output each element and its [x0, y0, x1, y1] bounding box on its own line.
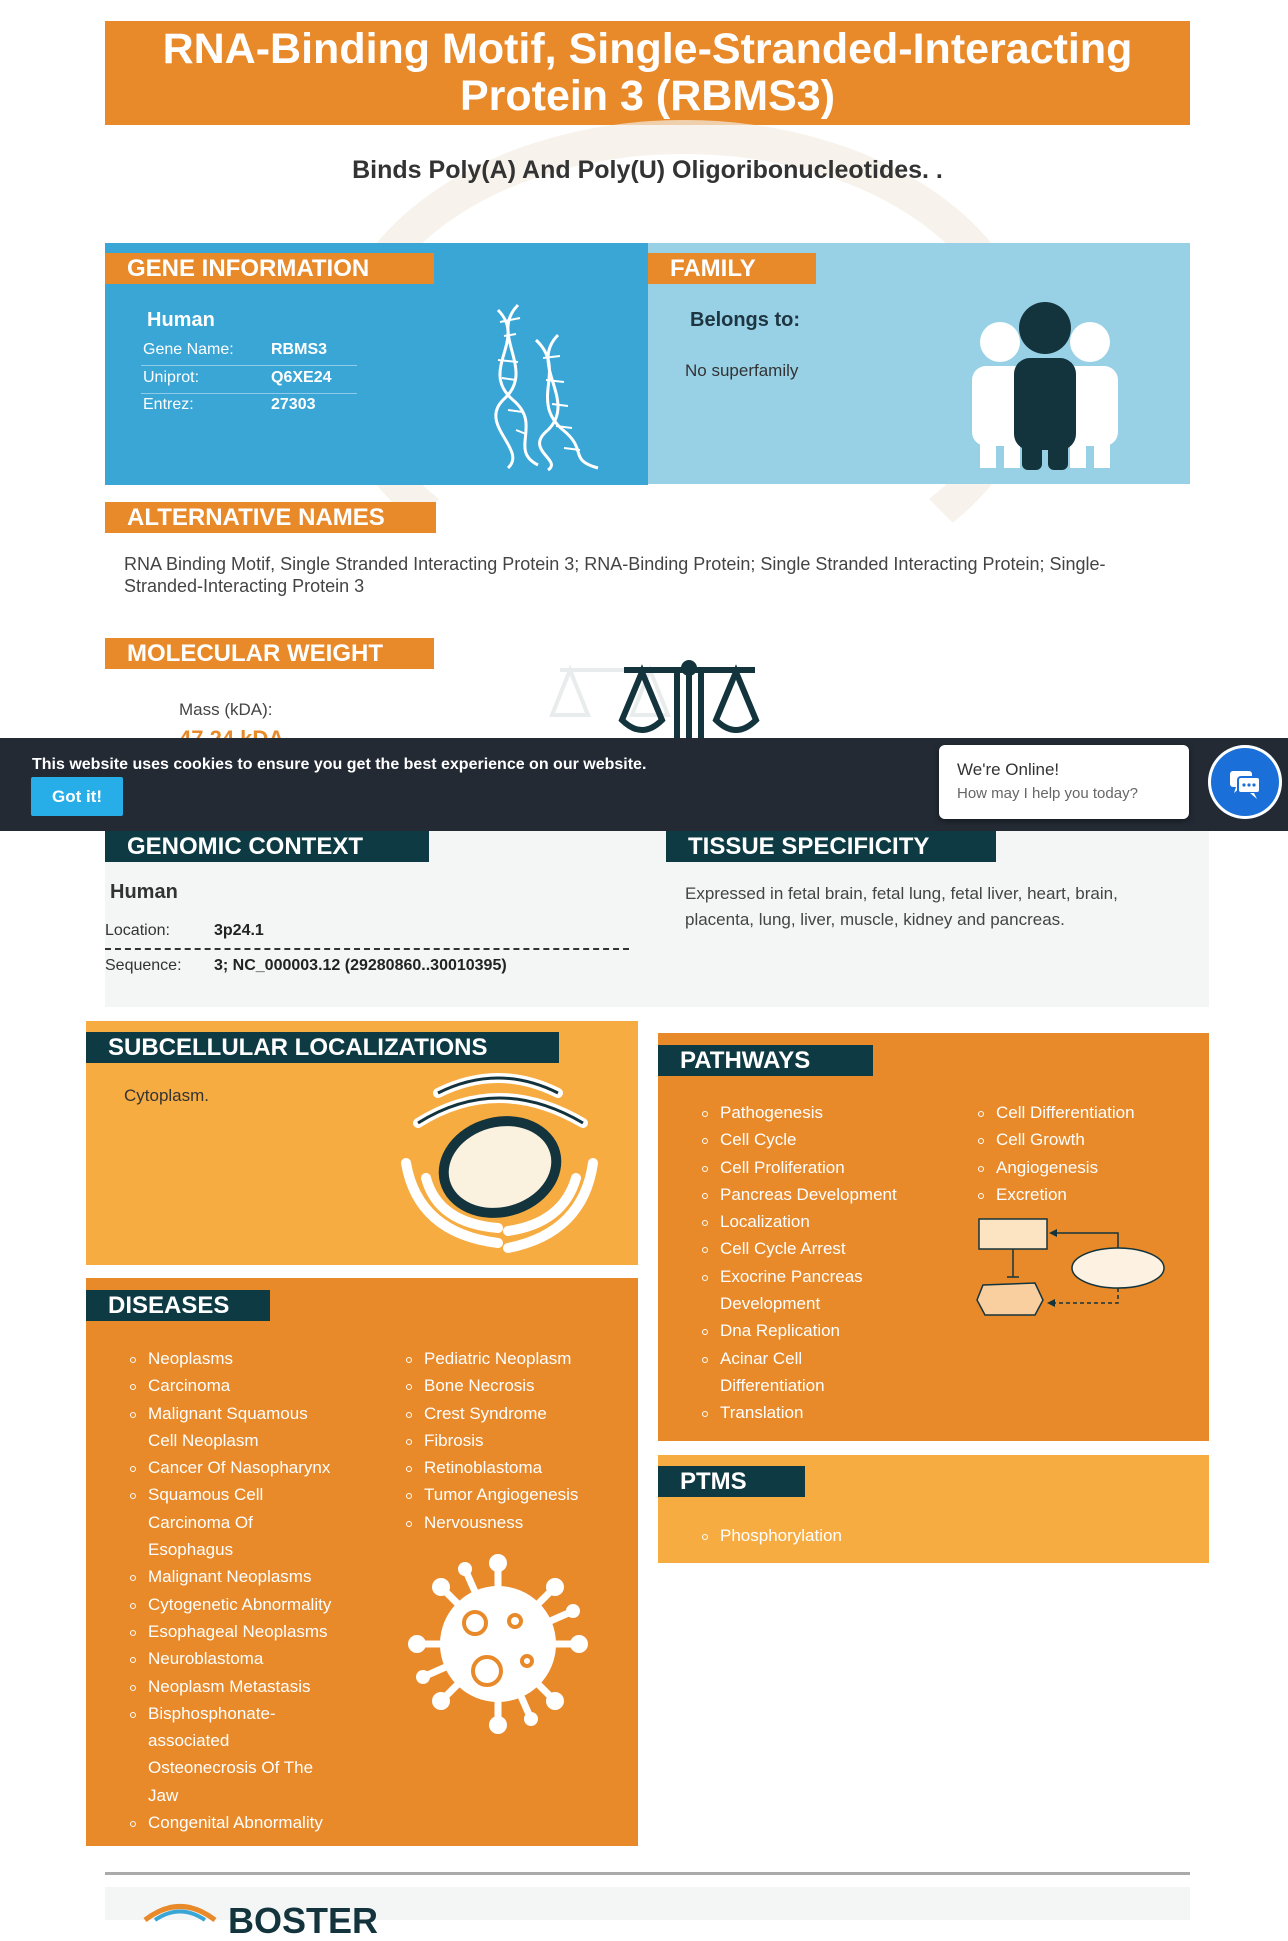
ptms-list: [700, 1522, 940, 1549]
page-subtitle: Binds Poly(A) And Poly(U) Oligoribonucleotides. .: [352, 156, 943, 184]
list-item: Nervousness: [404, 1509, 624, 1536]
dashed-divider: [105, 948, 629, 950]
list-item: Neoplasm Metastasis: [128, 1673, 358, 1700]
golgi-cell-icon: [398, 1063, 603, 1253]
list-item: Malignant Squamous Cell Neoplasm: [128, 1400, 323, 1455]
list-item: Phosphorylation: [700, 1522, 940, 1549]
gene-name-label: Gene Name:: [143, 341, 234, 358]
list-item: Cell Cycle: [700, 1126, 940, 1153]
tissue-specificity-text: Expressed in fetal brain, fetal lung, fetal liver, heart, brain, placenta, lung, liver, muscle, kidney and pancreas.: [685, 884, 1118, 929]
list-item: Tumor Angiogenesis: [404, 1481, 624, 1508]
virus-icon: [405, 1551, 591, 1737]
list-item: Neuroblastoma: [128, 1645, 358, 1672]
list-item: Bone Necrosis: [404, 1372, 624, 1399]
boster-logo-icon: [140, 1903, 220, 1920]
gene-name-value: RBMS3: [271, 341, 328, 358]
list-item: Cytogenetic Abnormality: [128, 1591, 358, 1618]
gene-species: Human: [147, 309, 215, 331]
people-group-icon: [970, 300, 1120, 472]
page-title: RNA-Binding Motif, Single-Stranded-Interacting Protein 3 (RBMS3): [105, 21, 1190, 125]
list-item: Pediatric Neoplasm: [404, 1345, 624, 1372]
list-item: Cell Growth: [976, 1126, 1176, 1153]
dna-icon: [468, 300, 616, 470]
pathway-diagram-icon: [975, 1215, 1170, 1320]
scale-icon: [550, 640, 770, 740]
entrez-value: 27303: [271, 396, 316, 413]
belongs-to-label: Belongs to:: [690, 309, 800, 331]
chat-title: We're Online!: [957, 760, 1060, 779]
list-item: Bisphosphonate-associated Osteonecrosis Of The Jaw: [128, 1700, 323, 1809]
list-item: Retinoblastoma: [404, 1454, 624, 1481]
list-item: Translation: [700, 1399, 940, 1426]
list-item: Cell Cycle Arrest: [700, 1235, 940, 1262]
list-item: Excretion: [976, 1181, 1176, 1208]
pathways-heading: PATHWAYS: [658, 1045, 873, 1076]
ptms-heading: PTMS: [658, 1466, 805, 1497]
list-item: Esophageal Neoplasms: [128, 1618, 358, 1645]
list-item: Squamous Cell Carcinoma Of Esophagus: [128, 1481, 288, 1563]
list-item: Carcinoma: [128, 1372, 358, 1399]
list-item: Cancer Of Nasopharynx: [128, 1454, 358, 1481]
tissue-specificity-heading: TISSUE SPECIFICITY: [666, 831, 996, 862]
list-item: Acinar Cell Differentiation: [700, 1345, 850, 1400]
row-divider: [141, 365, 357, 366]
entrez-label: Entrez:: [143, 396, 194, 413]
gene-information-heading: GENE INFORMATION: [105, 253, 434, 284]
list-item: Cell Proliferation: [700, 1154, 940, 1181]
family-heading: FAMILY: [648, 253, 816, 284]
location-value: 3p24.1: [214, 922, 264, 939]
list-item: Localization: [700, 1208, 940, 1235]
list-item: Crest Syndrome: [404, 1400, 624, 1427]
sequence-label: Sequence:: [105, 957, 182, 974]
cookie-accept-button[interactable]: Got it!: [31, 777, 123, 816]
list-item: Exocrine Pancreas Development: [700, 1263, 880, 1318]
alternative-names-text: RNA Binding Motif, Single Stranded Interacting Protein 3; RNA-Binding Protein; Single Stranded Interacting Protein; Single-Stranded-Interacting Protein 3: [124, 554, 1106, 596]
sequence-value: 3; NC_000003.12 (29280860..30010395): [214, 957, 507, 974]
pathways-list-secondary: [976, 1099, 1176, 1208]
genomic-context-heading: GENOMIC CONTEXT: [105, 831, 429, 862]
boster-logo-text: BOSTER: [228, 1900, 379, 1941]
list-item: Pancreas Development: [700, 1181, 940, 1208]
diseases-heading: DISEASES: [86, 1290, 270, 1321]
diseases-list-secondary: [404, 1345, 624, 1536]
list-item: Cell Differentiation: [976, 1099, 1176, 1126]
chat-subtitle: How may I help you today?: [957, 785, 1138, 802]
subcellular-heading: SUBCELLULAR LOCALIZATIONS: [86, 1032, 559, 1063]
list-item: Congenital Abnormality: [128, 1809, 358, 1836]
cookie-message: This website uses cookies to ensure you get the best experience on our website.: [32, 756, 647, 773]
uniprot-value: Q6XE24: [271, 369, 332, 386]
location-label: Location:: [105, 922, 170, 939]
molecular-weight-heading: MOLECULAR WEIGHT: [105, 638, 434, 669]
mass-label: Mass (kDA):: [179, 700, 273, 719]
row-divider: [141, 393, 357, 394]
family-value: No superfamily: [685, 361, 799, 380]
pathways-list-primary: [700, 1099, 940, 1427]
uniprot-label: Uniprot:: [143, 369, 200, 386]
subcellular-text: Cytoplasm.: [124, 1086, 210, 1105]
list-item: Dna Replication: [700, 1317, 940, 1344]
list-item: Pathogenesis: [700, 1099, 940, 1126]
alternative-names-heading: ALTERNATIVE NAMES: [105, 502, 436, 533]
chat-icon: [1208, 745, 1282, 819]
chat-greeting-bubble[interactable]: [939, 745, 1189, 819]
diseases-list-primary: [128, 1345, 358, 1836]
list-item: Angiogenesis: [976, 1154, 1176, 1181]
list-item: Neoplasms: [128, 1345, 358, 1372]
list-item: Fibrosis: [404, 1427, 624, 1454]
footer-divider: [105, 1872, 1190, 1875]
chat-launcher-button[interactable]: [1208, 745, 1282, 819]
list-item: Malignant Neoplasms: [128, 1563, 358, 1590]
genomic-species: Human: [110, 881, 178, 903]
